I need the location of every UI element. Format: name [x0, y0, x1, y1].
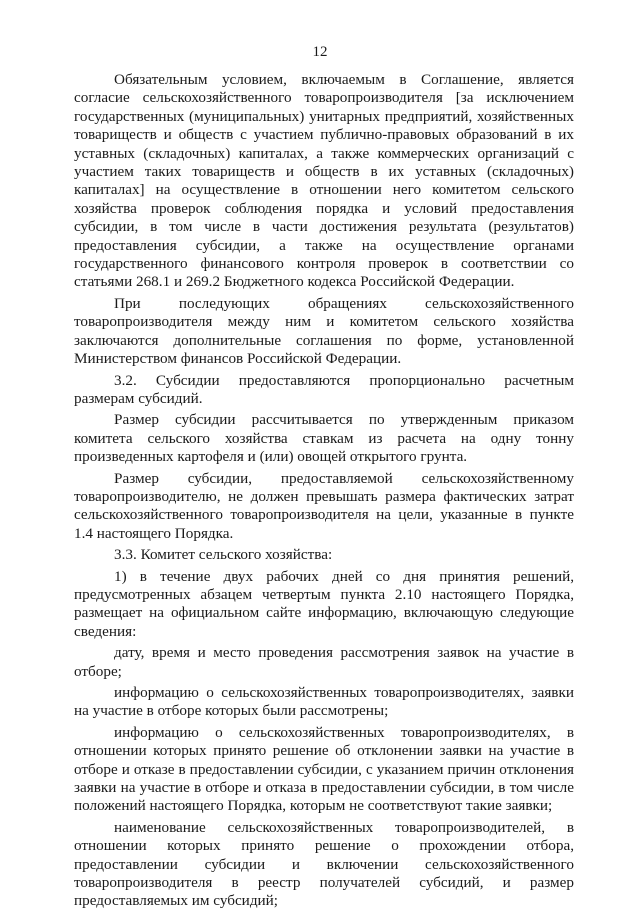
paragraph-rejected-applicants: информацию о сельскохозяйственных товаропроизводителях, в отношении которых принято решение об отклонении заявки на участие в отборе и отказе в предоставлении субсидии, с указанием причин отклонения заявки на участие в отборе и отказа в предоставлении субсидии, в том числе положений настоящего Порядка, которым не соответствуют такие заявки;	[74, 723, 574, 815]
paragraph-consent-condition: Обязательным условием, включаемым в Соглашение, является согласие сельскохозяйственного товаропроизводителя [за исключением государственных (муниципальных) унитарных предприятий, хозяйственных товариществ и обществ с участием публично-правовых образований в их уставных (складочных) капиталах, а также коммерческих организаций с участием таких товариществ и обществ в их уставных (складочных) капиталах] на осуществление в отношении него комитетом сельского хозяйства проверок соблюдения порядка и условий предоставления субсидии, в том числе в части достижения результата (результатов) предоставления субсидии, а также на осуществление органами государственного финансового контроля проверок в соответствии со статьями 268.1 и 269.2 Бюджетного кодекса Российской Федерации.	[74, 71, 574, 291]
paragraph-additional-agreements: При последующих обращениях сельскохозяйственного товаропроизводителя между ним и комитетом сельского хозяйства заключаются дополнительные соглашения по форме, установленной Министерством финансов Российской Федерации.	[74, 294, 574, 368]
paragraph-item-1: 1) в течение двух рабочих дней со дня принятия решений, предусмотренных абзацем четвертым пункта 2.10 настоящего Порядка, размещает на официальном сайте информацию, включающую следующие сведения:	[74, 567, 574, 640]
paragraph-3-2: 3.2. Субсидии предоставляются пропорционально расчетным размерам субсидий.	[74, 371, 574, 407]
paragraph-3-3: 3.3. Комитет сельского хозяйства:	[114, 546, 333, 564]
paragraph-subsidy-limit: Размер субсидии, предоставляемой сельскохозяйственному товаропроизводителю, не должен превышать размера фактических затрат сельскохозяйственного товаропроизводителя на цели, указанные в пункте 1.4 настоящего Порядка.	[74, 469, 574, 542]
paragraph-selected-applicants: наименование сельскохозяйственных товаропроизводителей, в отношении которых принято решение о прохождении отбора, предоставлении субсидии и включении сельскохозяйственного товаропроизводителя в реестр получателей субсидий, и размер предоставляемых им субсидий;	[74, 818, 574, 910]
paragraph-date-time-place: дату, время и место проведения рассмотрения заявок на участие в отборе;	[74, 644, 574, 680]
page-number: 12	[312, 44, 328, 60]
paragraph-subsidy-calculation: Размер субсидии рассчитывается по утвержденным приказом комитета сельского хозяйства ставкам из расчета на одну тонну произведенных картофеля и (или) овощей открытого грунта.	[74, 411, 574, 466]
paragraph-reviewed-applicants: информацию о сельскохозяйственных товаропроизводителях, заявки на участие в отборе которых были рассмотрены;	[74, 684, 574, 720]
document-body	[74, 71, 574, 914]
